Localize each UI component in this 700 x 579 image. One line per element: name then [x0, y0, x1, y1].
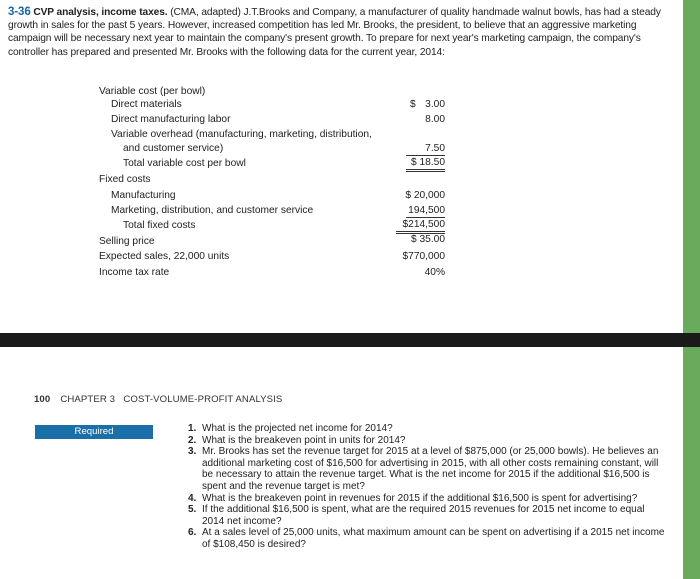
chapter-title: CHAPTER 3 COST-VOLUME-PROFIT ANALYSIS	[60, 394, 283, 405]
variable-overhead-label-1: Variable overhead (manufacturing, marketing, distribution,	[111, 129, 372, 140]
total-fixed-label: Total fixed costs	[123, 220, 196, 231]
required-label: Required	[35, 425, 153, 439]
manufacturing-label: Manufacturing	[111, 190, 176, 201]
page-number: 100	[34, 394, 51, 405]
selling-price-label: Selling price	[99, 236, 155, 247]
direct-labor-label: Direct manufacturing labor	[111, 114, 231, 125]
problem-text: (CMA, adapted) J.T.Brooks and Company, a manufacturer of quality handmade walnut bowls, has had a steady growth in sales for the past 5 years. However, increased competition has led Mr. Brooks, the president, to believe that an aggressive marketing campaign will be necessary next year to maintain the company's present growth. To prepare for next year's marketing campaign, the company's controller has prepared and presented Mr. Brooks with the following data for the current year, 2014:	[8, 7, 661, 58]
expected-sales-label: Expected sales, 22,000 units	[99, 251, 230, 262]
tax-rate-label: Income tax rate	[99, 267, 170, 278]
variable-cost-header: Variable cost (per bowl)	[99, 86, 206, 97]
fixed-costs-header: Fixed costs	[99, 174, 151, 185]
marketing-label: Marketing, distribution, and customer service	[111, 205, 314, 216]
question-item: 4. What is the breakeven point in revenues for 2015 if the additional $16,500 is spent for advertising?	[188, 492, 638, 504]
problem-intro	[8, 6, 676, 59]
question-item: 3. Mr. Brooks has set the revenue target for 2015 at a level of $875,000 (or 25,000 bowls). He believes an additional marketing cost of $16,500 for advertising in 2015, with all other costs remaining constant, will be necessary to attain the revenue target. What is the net income for 2015 if the additional $16,500 is spent and the revenue target is met?	[188, 446, 659, 492]
expected-sales-value: $770,000	[402, 251, 445, 262]
question-item: 1. What is the projected net income for 2014?	[188, 423, 393, 434]
total-variable-label: Total variable cost per bowl	[123, 158, 246, 169]
question-item: 5. If the additional $16,500 is spent, what are the required 2015 revenues for 2015 net income to equal 2014 net income?	[188, 504, 645, 527]
manufacturing-value: $ 20,000	[405, 190, 445, 201]
marketing-value: 194,500	[406, 205, 445, 218]
page-divider	[0, 333, 700, 347]
variable-overhead-value: 7.50	[406, 143, 445, 156]
chapter-header	[34, 394, 282, 405]
direct-labor-value: 8.00	[425, 114, 445, 125]
problem-number: 3-36	[8, 6, 31, 18]
direct-materials-label: Direct materials	[111, 99, 182, 110]
variable-overhead-label-2: and customer service)	[123, 143, 224, 154]
selling-price-value: $ 35.00	[411, 234, 445, 245]
question-item: 6. At a sales level of 25,000 units, what maximum amount can be spent on advertising if a 2015 net income of $108,450 is desired?	[188, 527, 665, 550]
direct-materials-currency: $	[410, 99, 416, 110]
total-variable-value: $ 18.50	[406, 157, 445, 172]
total-fixed-value: $214,500	[396, 219, 445, 234]
tax-rate-value: 40%	[424, 267, 445, 278]
direct-materials-value: 3.00	[425, 99, 445, 110]
problem-title: CVP analysis, income taxes.	[33, 7, 168, 18]
question-item: 2. What is the breakeven point in units for 2014?	[188, 434, 406, 446]
question-list	[188, 423, 666, 551]
